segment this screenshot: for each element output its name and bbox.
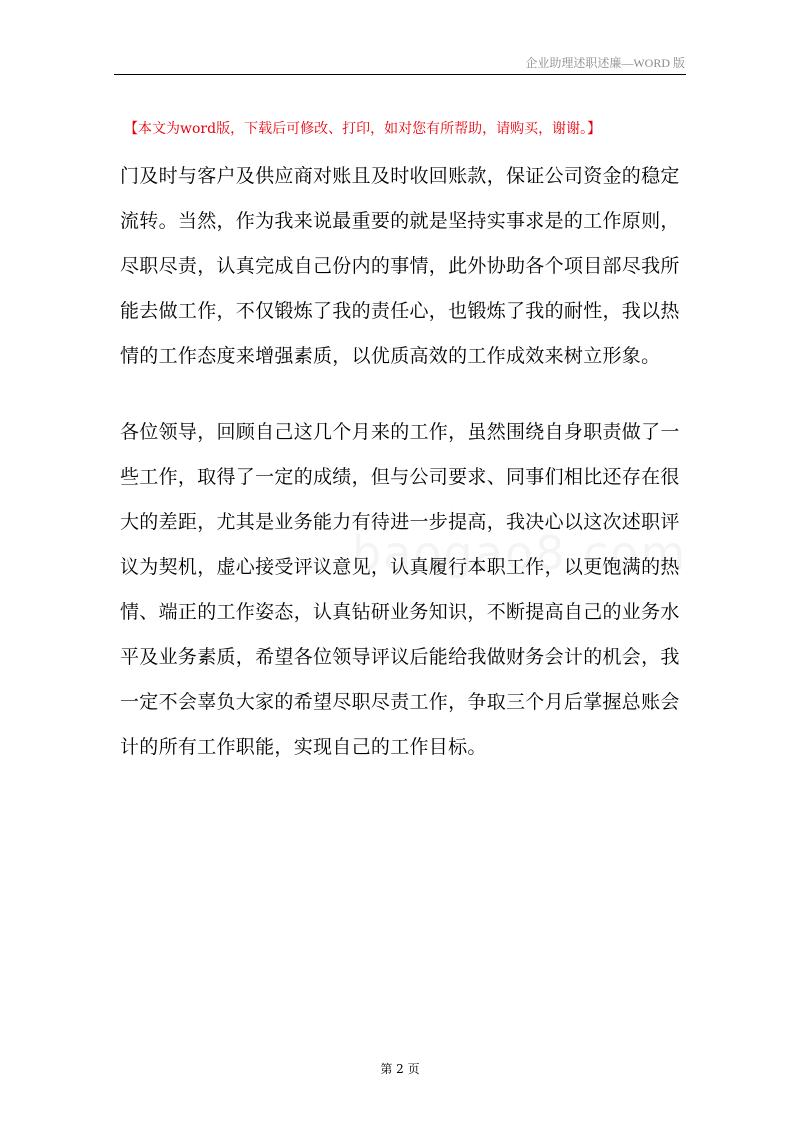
body-paragraph-1: 门及时与客户及供应商对账且及时收回账款，保证公司资金的稳定流转。当然，作为我来说最重要的就是坚持实事求是的工作原则，尽职尽责，认真完成自己份内的事情，此外协助各个项目部尽我所能去做工作，不仅锻炼了我的责任心，也锻炼了我的耐性，我以热情的工作态度来增强素质，以优质高效的工作成效来树立形象。 (120, 165, 680, 367)
download-notice: 【本文为word版，下载后可修改、打印，如对您有所帮助，请购买，谢谢。】 (124, 121, 602, 137)
page-number: 第 2 页 (380, 1062, 420, 1076)
body-paragraph-2: 各位领导，回顾自己这几个月来的工作，虽然围绕自身职责做了一些工作，取得了一定的成绩，但与公司要求、同事们相比还存在很大的差距，尤其是业务能力有待进一步提高，我决心以这次述职评议为契机，虚心接受评议意见，认真履行本职工作，以更饱满的热情、端正的工作姿态，认真钻研业务知识，不断提高自己的业务水平及业务素质，希望各位领导评议后能给我做财务会计的机会，我一定不会辜负大家的希望尽职尽责工作，争取三个月后掌握总账会计的所有工作职能，实现自己的工作目标。 (120, 421, 680, 758)
watermark-logo (352, 526, 687, 580)
header-divider (114, 74, 686, 75)
document-header-title: 企业助理述职述廉—WORD 版 (525, 56, 685, 70)
